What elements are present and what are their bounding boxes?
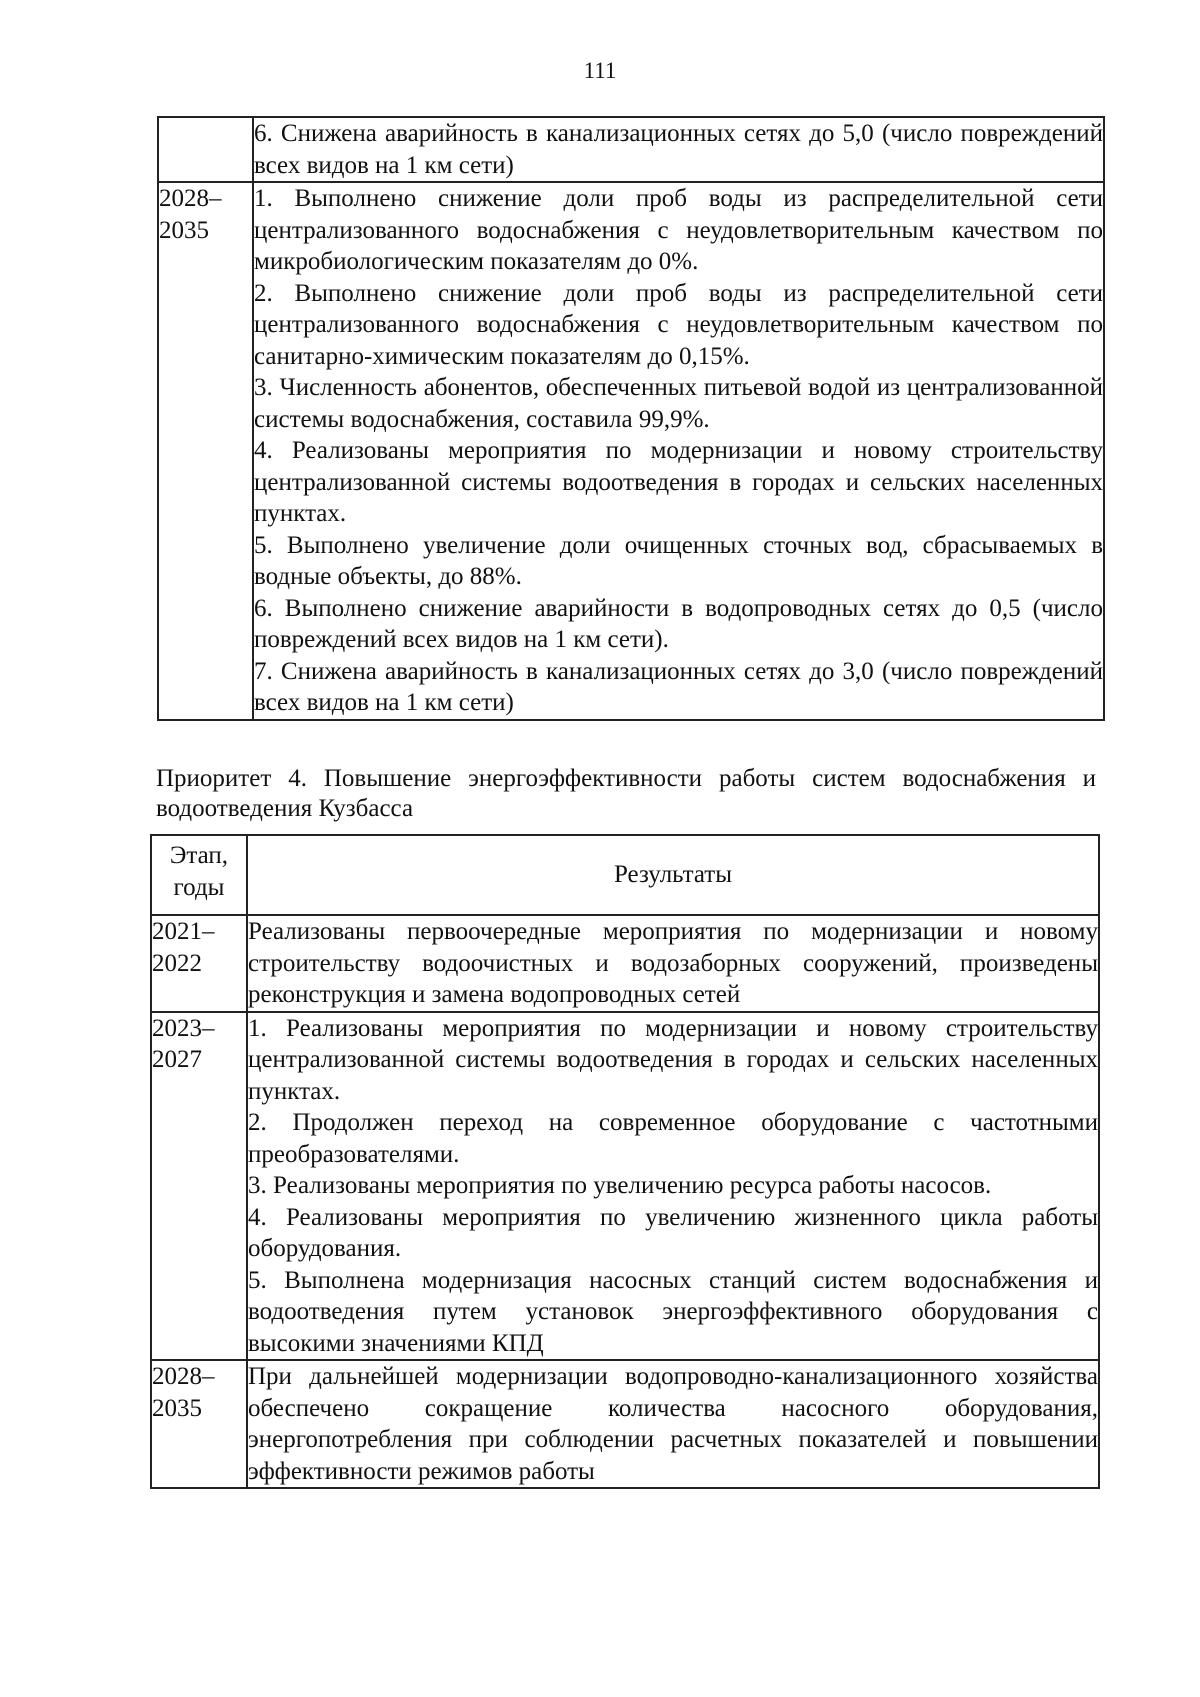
- period-cell: 2023–2027: [151, 1012, 247, 1361]
- result-item: 7. Снижена аварийность в канализационных сетях до 3,0 (число повреждений всех видов на 1 км сети): [254, 657, 1103, 716]
- page-number: 111: [583, 58, 617, 83]
- results-table-priority-4: [150, 834, 1100, 1489]
- period-cell: 2021–2022: [151, 915, 247, 1012]
- result-item: При дальнейшей модернизации водопроводно-канализационного хозяйства обеспечено сокращение количества насосного оборудования, энергопотребления при соблюдении расчетных показателей и повышении эффективности режимов работы: [248, 1363, 1098, 1485]
- results-table-continued: [157, 116, 1105, 721]
- priority-heading: Приоритет 4. Повышение энергоэффективности работы систем водоснабжения и водоотведения Кузбасса: [156, 765, 1096, 822]
- table-header-row: [151, 835, 1099, 915]
- table-row: [151, 915, 1099, 1012]
- result-item: 5. Выполнено увеличение доли очищенных сточных вод, сбрасываемых в водные объекты, до 88%.: [254, 531, 1103, 590]
- results-cell: [253, 182, 1104, 720]
- table-row: [151, 1012, 1099, 1361]
- result-item: 5. Выполнена модернизация насосных станций систем водоснабжения и водоотведения путем установок энергоэффективного оборудования с высокими значениями КПД: [248, 1266, 1098, 1357]
- results-cell: [253, 117, 1104, 182]
- result-item: 4. Реализованы мероприятия по модернизации и новому строительству централизованной системы водоотведения в городах и сельских населенных пунктах.: [254, 437, 1103, 527]
- table-row: [158, 117, 1104, 182]
- period-cell: 2028–2035: [151, 1360, 247, 1488]
- result-item: Реализованы первоочередные мероприятия по модернизации и новому строительству водоочистных и водозаборных сооружений, произведены реконструкция и замена водопроводных сетей: [248, 918, 1098, 1008]
- table-row: [151, 1360, 1099, 1488]
- period-cell: [158, 117, 253, 182]
- results-cell: [247, 1012, 1099, 1361]
- results-cell: [247, 915, 1099, 1012]
- period-cell: 2028–2035: [158, 182, 253, 720]
- result-item: 3. Реализованы мероприятия по увеличению ресурса работы насосов.: [248, 1172, 992, 1199]
- result-item: 6. Снижена аварийность в канализационных сетях до 5,0 (число повреждений всех видов на 1 км сети): [254, 120, 1103, 179]
- results-cell: [247, 1360, 1099, 1488]
- result-item: 3. Численность абонентов, обеспеченных питьевой водой из централизованной системы водоснабжения, составила 99,9%.: [254, 374, 1103, 433]
- result-item: 1. Выполнено снижение доли проб воды из распределительной сети централизованного водоснабжения с неудовлетворительным качеством по микробиологическим показателям до 0%.: [254, 185, 1103, 275]
- result-item: 4. Реализованы мероприятия по увеличению жизненного цикла работы оборудования.: [248, 1203, 1098, 1262]
- result-item: 6. Выполнено снижение аварийности в водопроводных сетях до 0,5 (число повреждений всех видов на 1 км сети).: [254, 594, 1103, 653]
- result-item: 2. Продолжен переход на современное оборудование с частотными преобразователями.: [248, 1109, 1098, 1168]
- table-row: [158, 182, 1104, 720]
- header-results-cell: Результаты: [247, 835, 1099, 915]
- result-item: 1. Реализованы мероприятия по модернизации и новому строительству централизованной системы водоотведения в городах и сельских населенных пунктах.: [248, 1014, 1098, 1105]
- result-item: 2. Выполнено снижение доли проб воды из распределительной сети централизованного водоснабжения с неудовлетворительным качеством по санитарно-химическим показателям до 0,15%.: [254, 279, 1103, 370]
- header-period-cell: Этап, годы: [151, 835, 247, 915]
